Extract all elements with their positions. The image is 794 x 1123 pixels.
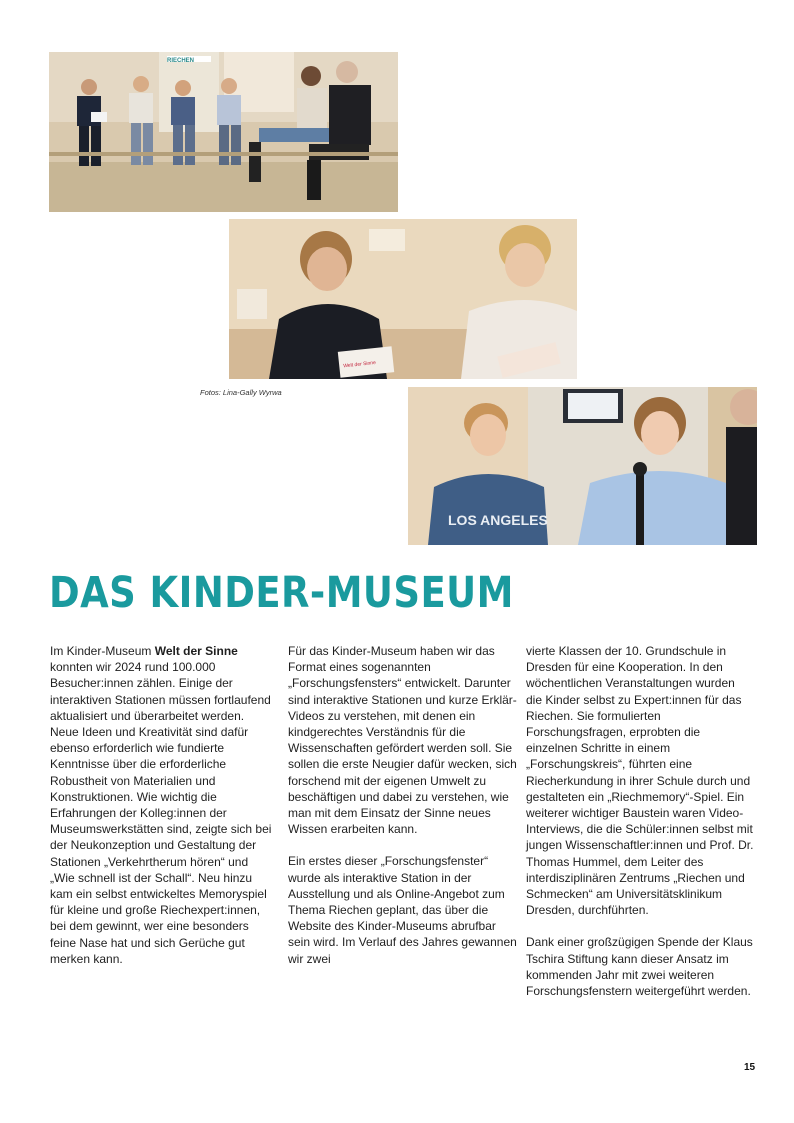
paragraph [50,643,272,967]
photo-two-boys [229,219,577,379]
text-run: Im Kinder-Museum [50,644,155,658]
paragraph: Ein erstes dieser „Forschungsfenster“ wurde als interaktive Station in der Ausstellung und als Online-Angebot zum Thema Riechen geplant, das über die Website des Kinder-Museums abrufbar sein wird. Im Verlauf des Jahres gewannen wir zwei [288,854,517,966]
welt-der-sinne-card-text: Welt der Sinne [343,359,377,370]
page-number: 15 [744,1062,756,1073]
text-run: konnten wir 2024 rund 100.000 Besucher:innen zählen. Einige der interaktiven Stationen müssen fortlaufend aktualisiert und überarbeitet werden. Neue Ideen und Kreativität sind dafür ebenso erforderlich wie fundierte Kenntnisse über die erforderliche Robustheit von Materialien und Konstruktionen. Wie wichtig die Erfahrungen der Kolleg:innen der Museumswerkstätten sind, zeigte sich bei der Neukonzeption und Gestaltung der Stationen „Verkehrtherum hören“ und „Wie schnell ist der Schall“. Neu hinzu kam ein selbst entwickeltes Memoryspiel für kleine und große Riechexpert:innen, bei dem gewinnt, wer eine besonders feine Nase hat und sich Gerüche gut merken kann. [50,660,272,966]
photo-credit: Fotos: Lina-Gally Wyrwa [200,388,282,397]
text-column-2 [288,643,518,967]
paragraph: Dank einer großzügigen Spende der Klaus Tschira Stiftung kann dieser Ansatz im kommenden Jahr mit zwei weiteren Forschungsfenstern weitergeführt werden. [526,935,753,999]
photo-children-interview-group [49,52,398,212]
museum-name-bold: Welt der Sinne [154,644,238,658]
text-column-1 [50,643,272,967]
text-column-3 [526,643,754,999]
photo-boy-and-girl-microphone [408,387,757,545]
paragraph: vierte Klassen der 10. Grundschule in Dresden für eine Kooperation. In den wöchentlichen Veranstaltungen wurden die Kinder selbst zu Expert:innen für das Riechen. Sie formulierten Forschungsfragen, erprobten die einzelnen Schritte in einem „Forschungskreis“, führten eine Riecherkundung in ihrer Schule durch und gestalteten ein „Riechmemory“-Spiel. Ein weiterer wichtiger Baustein waren Video-Interviews, die die Schüler:innen selbst mit jungen Wissenschaftler:innen und Prof. Dr. Thomas Hummel, dem Leiter des interdisziplinären Zentrums „Riechen und Schmecken“ am Universitätsklinikum Dresden, durchführten. [526,644,754,918]
paragraph: Für das Kinder-Museum haben wir das Format eines sogenannten „Forschungsfensters“ entwickelt. Darunter sind interaktive Stationen und kurze Erklär-Videos zu verstehen, mit denen ein kindgerechtes Verständnis für die Wissenschaften gefördert werden soll. Sie sollen die erste Neugier dafür wecken, sich forschend mit der eigenen Umwelt zu beschäftigen und dabei zu verstehen, wie man mit dem Einsatz der Sinne neues Wissen erarbeiten kann. [288,644,517,837]
riechen-sign-text: RIECHEN [167,58,195,64]
page-title: DAS KINDER-MUSEUM [49,568,514,618]
los-angeles-shirt-text: LOS ANGELES [448,512,548,528]
